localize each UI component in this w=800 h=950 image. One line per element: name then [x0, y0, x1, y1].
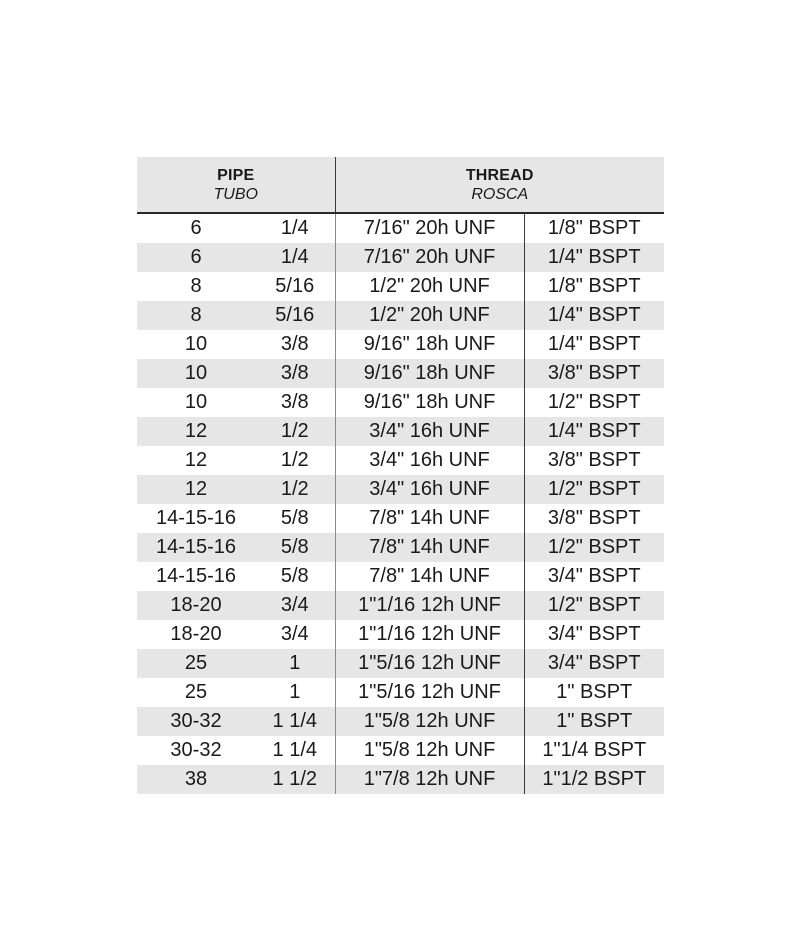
pipe-size-cell: 8: [137, 301, 255, 330]
unf-thread-cell: 7/16" 20h UNF: [335, 213, 524, 243]
pipe-size-cell: 25: [184, 681, 208, 703]
unf-thread-cell: 3/4" 16h UNF: [335, 417, 524, 446]
pipe-inch-cell: 5/8: [255, 504, 335, 533]
bspt-thread-cell: 3/8" BSPT: [524, 504, 664, 533]
bspt-thread-cell: 1/4" BSPT: [524, 301, 664, 330]
unf-thread-cell: 9/16" 18h UNF: [335, 330, 524, 359]
pipe-size-cell: 14-15-16: [137, 533, 255, 562]
fitting-table-container: [137, 157, 664, 794]
pipe-inch-cell: 3/8: [255, 359, 335, 388]
table-row: [137, 417, 664, 446]
unf-thread-cell: 1/2" 20h UNF: [335, 272, 524, 301]
table-row: [137, 272, 664, 301]
pipe-inch-cell: 5/16: [255, 301, 335, 330]
pipe-inch-cell: 3/4: [255, 620, 335, 649]
pipe-size-cell: 6: [190, 217, 202, 239]
pipe-inch-cell: 3/4: [255, 591, 335, 620]
bspt-thread-cell: 3/8" BSPT: [524, 446, 664, 475]
bspt-thread-cell: 1/2" BSPT: [524, 591, 664, 620]
pipe-size-cell: 14-15-16: [155, 565, 237, 587]
bspt-thread-cell: 1" BSPT: [524, 678, 664, 707]
table-row: [137, 765, 664, 794]
table-row: [137, 591, 664, 620]
table-body: [137, 213, 664, 794]
pipe-inch-cell: 1: [255, 649, 335, 678]
unf-thread-cell: 1"1/16 12h UNF: [335, 591, 524, 620]
table-row: [137, 446, 664, 475]
bspt-thread-cell: 3/4" BSPT: [524, 649, 664, 678]
pipe-header-title: PIPE: [217, 166, 255, 184]
table-row: [137, 359, 664, 388]
pipe-inch-cell: 1 1/4: [255, 736, 335, 765]
unf-thread-cell: 7/8" 14h UNF: [335, 533, 524, 562]
pipe-inch-cell: 1 1/2: [255, 765, 335, 794]
table-row: [137, 707, 664, 736]
bspt-thread-cell: 1/8" BSPT: [524, 213, 664, 243]
pipe-inch-cell: 1/4: [255, 243, 335, 272]
table-row: [137, 475, 664, 504]
pipe-inch-cell: 3/8: [255, 330, 335, 359]
pipe-size-cell: 14-15-16: [155, 507, 237, 529]
table-row: [137, 620, 664, 649]
bspt-thread-cell: 1"1/2 BSPT: [524, 765, 664, 794]
unf-thread-cell: 3/4" 16h UNF: [335, 475, 524, 504]
unf-thread-cell: 7/16" 20h UNF: [335, 243, 524, 272]
unf-thread-cell: 3/4" 16h UNF: [335, 446, 524, 475]
table-row: [137, 213, 664, 243]
thread-header-subtitle: ROSCA: [471, 185, 529, 203]
pipe-header-subtitle: TUBO: [213, 185, 258, 203]
thread-header: [335, 157, 664, 213]
table-row: [137, 504, 664, 533]
bspt-thread-cell: 1/8" BSPT: [524, 272, 664, 301]
bspt-thread-cell: 1/4" BSPT: [524, 417, 664, 446]
pipe-inch-cell: 1/2: [255, 446, 335, 475]
unf-thread-cell: 1/2" 20h UNF: [335, 301, 524, 330]
pipe-size-cell: 12: [137, 417, 255, 446]
pipe-inch-cell: 5/16: [255, 272, 335, 301]
pipe-inch-cell: 5/8: [255, 562, 335, 591]
table-row: [137, 678, 664, 707]
unf-thread-cell: 9/16" 18h UNF: [335, 359, 524, 388]
table-row: [137, 649, 664, 678]
pipe-inch-cell: 1/2: [255, 475, 335, 504]
unf-thread-cell: 1"7/8 12h UNF: [335, 765, 524, 794]
pipe-size-cell: 12: [184, 449, 208, 471]
table-row: [137, 388, 664, 417]
unf-thread-cell: 9/16" 18h UNF: [335, 388, 524, 417]
table-row: [137, 330, 664, 359]
unf-thread-cell: 1"5/8 12h UNF: [335, 736, 524, 765]
bspt-thread-cell: 3/8" BSPT: [524, 359, 664, 388]
table-row: [137, 301, 664, 330]
pipe-thread-table: [137, 157, 664, 794]
bspt-thread-cell: 1/2" BSPT: [524, 533, 664, 562]
bspt-thread-cell: 1/2" BSPT: [524, 388, 664, 417]
pipe-inch-cell: 1: [255, 678, 335, 707]
pipe-inch-cell: 3/8: [255, 388, 335, 417]
table-row: [137, 243, 664, 272]
bspt-thread-cell: 1"1/4 BSPT: [524, 736, 664, 765]
unf-thread-cell: 7/8" 14h UNF: [335, 504, 524, 533]
pipe-inch-cell: 1 1/4: [255, 707, 335, 736]
pipe-size-cell: 18-20: [170, 623, 222, 645]
pipe-size-cell: 38: [137, 765, 255, 794]
pipe-size-cell: 10: [137, 359, 255, 388]
pipe-header: [137, 157, 335, 213]
pipe-size-cell: 25: [137, 649, 255, 678]
pipe-inch-cell: 1/4: [255, 213, 335, 243]
thread-header-title: THREAD: [465, 166, 534, 184]
pipe-size-cell: 18-20: [137, 591, 255, 620]
pipe-size-cell: 30-32: [137, 707, 255, 736]
bspt-thread-cell: 3/4" BSPT: [524, 562, 664, 591]
pipe-size-cell: 10: [184, 333, 208, 355]
unf-thread-cell: 1"5/16 12h UNF: [335, 678, 524, 707]
unf-thread-cell: 1"1/16 12h UNF: [335, 620, 524, 649]
table-row: [137, 533, 664, 562]
table-row: [137, 562, 664, 591]
unf-thread-cell: 1"5/16 12h UNF: [335, 649, 524, 678]
bspt-thread-cell: 1" BSPT: [524, 707, 664, 736]
unf-thread-cell: 1"5/8 12h UNF: [335, 707, 524, 736]
pipe-size-cell: 12: [137, 475, 255, 504]
table-header: [137, 157, 664, 213]
bspt-thread-cell: 3/4" BSPT: [524, 620, 664, 649]
pipe-size-cell: 8: [190, 275, 202, 297]
unf-thread-cell: 7/8" 14h UNF: [335, 562, 524, 591]
pipe-size-cell: 30-32: [170, 739, 222, 761]
pipe-size-cell: 10: [184, 391, 208, 413]
pipe-size-cell: 6: [137, 243, 255, 272]
bspt-thread-cell: 1/2" BSPT: [524, 475, 664, 504]
table-row: [137, 736, 664, 765]
bspt-thread-cell: 1/4" BSPT: [524, 243, 664, 272]
pipe-inch-cell: 5/8: [255, 533, 335, 562]
bspt-thread-cell: 1/4" BSPT: [524, 330, 664, 359]
pipe-inch-cell: 1/2: [255, 417, 335, 446]
